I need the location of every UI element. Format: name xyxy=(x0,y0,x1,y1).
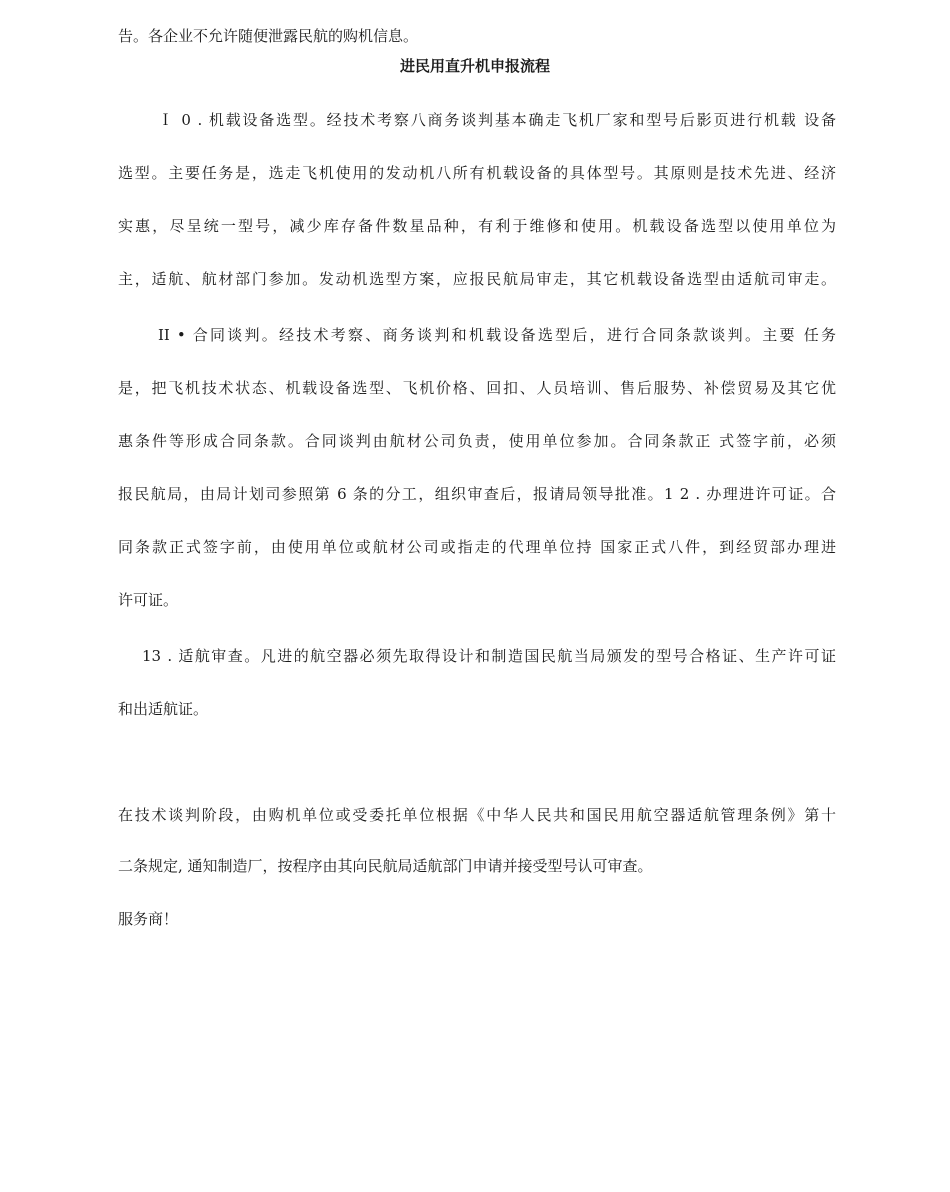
paragraph-line: 13 . 适航审查。凡进的航空器必须先取得设计和制造国民航当局颁发的型号合格证、生产许可证 xyxy=(142,647,836,665)
paragraph-line: 二条规定, 通知制造厂，按程序由其向民航局适航部门申请并接受型号认可审查。 xyxy=(118,857,653,875)
paragraph-line: 和出适航证。 xyxy=(118,700,209,718)
paragraph-line: II • 合同谈判。经技术考察、商务谈判和机载设备选型后，进行合同条款谈判。主要 任务 xyxy=(158,326,836,344)
paragraph-line: 报民航局，由局计划司参照第 6 条的分工，组织审查后，报请局领导批准。1 2 . 办理进许可证。合 xyxy=(118,485,836,503)
paragraph-line: 惠条件等形成合同条款。合同谈判由航材公司负责，使用单位参加。合同条款正 式签字前，必须 xyxy=(118,432,836,450)
paragraph-line: 许可证。 xyxy=(118,591,179,609)
closing-line: 服务商！ xyxy=(118,910,179,928)
intro-line: 告。各企业不允许随便泄露民航的购机信息。 xyxy=(118,27,419,45)
paragraph-line: 选型。主要任务是，选走飞机使用的发动机八所有机载设备的具体型号。其原则是技术先进、经济 xyxy=(118,164,836,182)
paragraph-line: 主，适航、航材部门参加。发动机选型方案，应报民航局审走，其它机载设备选型由适航司审走。 xyxy=(118,270,836,288)
paragraph-line: 在技术谈判阶段，由购机单位或受委托单位根据《中华人民共和国民用航空器适航管理条例》第十 xyxy=(118,806,836,824)
paragraph-line: 是，把飞机技术状态、机载设备选型、飞机价格、回扣、人员培训、售后服势、补偿贸易及其它优 xyxy=(118,379,836,397)
paragraph-line: 实惠，尽呈统一型号，减少库存备件数星品种，有利于维修和使用。机载设备选型以使用单位为 xyxy=(118,217,836,235)
document-title: 进民用直升机申报流程 xyxy=(399,57,550,75)
paragraph-line: Ｉ 0 . 机载设备选型。经技术考察八商务谈判基本确走飞机厂家和型号后影页进行机载 设备 xyxy=(158,111,836,129)
paragraph-line: 同条款正式签字前，由使用单位或航材公司或指走的代理单位持 国家正式八件，到经贸部办理进 xyxy=(118,538,836,556)
